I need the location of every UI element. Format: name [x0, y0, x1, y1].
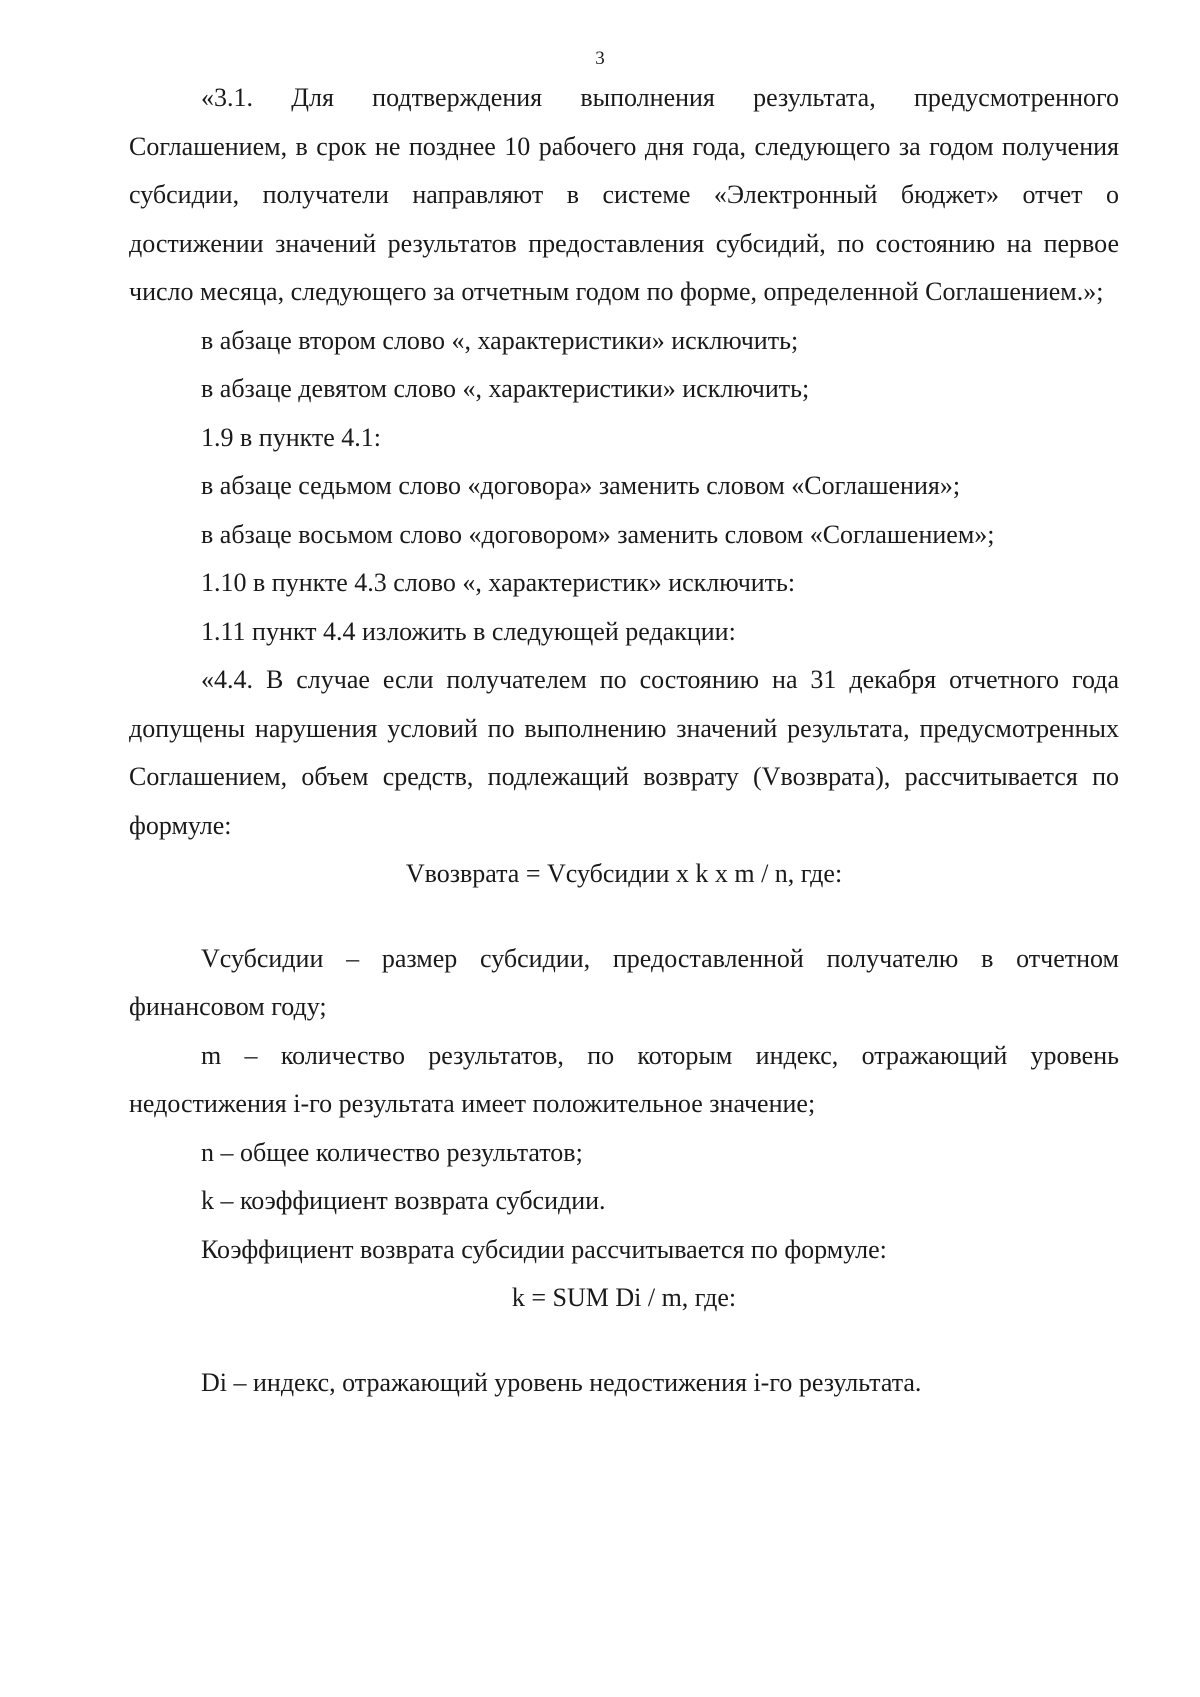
paragraph-4-4: «4.4. В случае если получателем по состоянию на 31 декабря отчетного года допущены нарушения условий по выполнению значений результата, предусмотренных Соглашением, объем средств, подлежащий возврату (Vвозврата), рассчитывается по формуле:	[129, 665, 1119, 840]
page-number: 3	[595, 48, 605, 69]
paragraph-1-10: 1.10 в пункте 4.3 слово «, характеристик» исключить:	[201, 568, 796, 597]
paragraph-1-9: 1.9 в пункте 4.1:	[201, 422, 382, 452]
definition-k: k – коэффициент возврата субсидии.	[201, 1186, 606, 1215]
formula-return-volume: Vвозврата = Vсубсидии x k x m / n, где:	[405, 859, 843, 888]
paragraph-coefficient-intro: Коэффициент возврата субсидии рассчитывается по формуле:	[201, 1234, 887, 1264]
paragraph-amend-second: в абзаце втором слово «, характеристики» исключить;	[201, 325, 799, 355]
paragraph-amend-seventh: в абзаце седьмом слово «договора» заменить словом «Соглашения»;	[201, 471, 961, 500]
paragraph-3-1: «3.1. Для подтверждения выполнения результата, предусмотренного Соглашением, в срок не позднее 10 рабочего дня года, следующего за годом получения субсидии, получатели направляют в системе «Электронный бюджет» отчет о достижении значений результатов предоставления субсидий, по состоянию на первое число месяца, следующего за отчетным годом по форме, определенной Соглашением.»;	[129, 83, 1119, 306]
paragraph-1-11: 1.11 пункт 4.4 изложить в следующей редакции:	[201, 616, 736, 646]
formula-coefficient: k = SUM Di / m, где:	[511, 1283, 737, 1312]
definition-di: Di – индекс, отражающий уровень недостижения i-го результата.	[201, 1367, 922, 1397]
definition-m: m – количество результатов, по которым индекс, отражающий уровень недостижения i-го результата имеет положительное значение;	[129, 1040, 1119, 1118]
definition-n: n – общее количество результатов;	[201, 1137, 583, 1167]
definition-v-subsidy: Vсубсидии – размер субсидии, предоставленной получателю в отчетном финансовом году;	[129, 943, 1119, 1021]
paragraph-amend-eighth: в абзаце восьмом слово «договором» заменить словом «Соглашением»;	[201, 519, 995, 549]
paragraph-amend-ninth: в абзаце девятом слово «, характеристики» исключить;	[201, 374, 810, 403]
document-body	[129, 74, 1119, 1407]
